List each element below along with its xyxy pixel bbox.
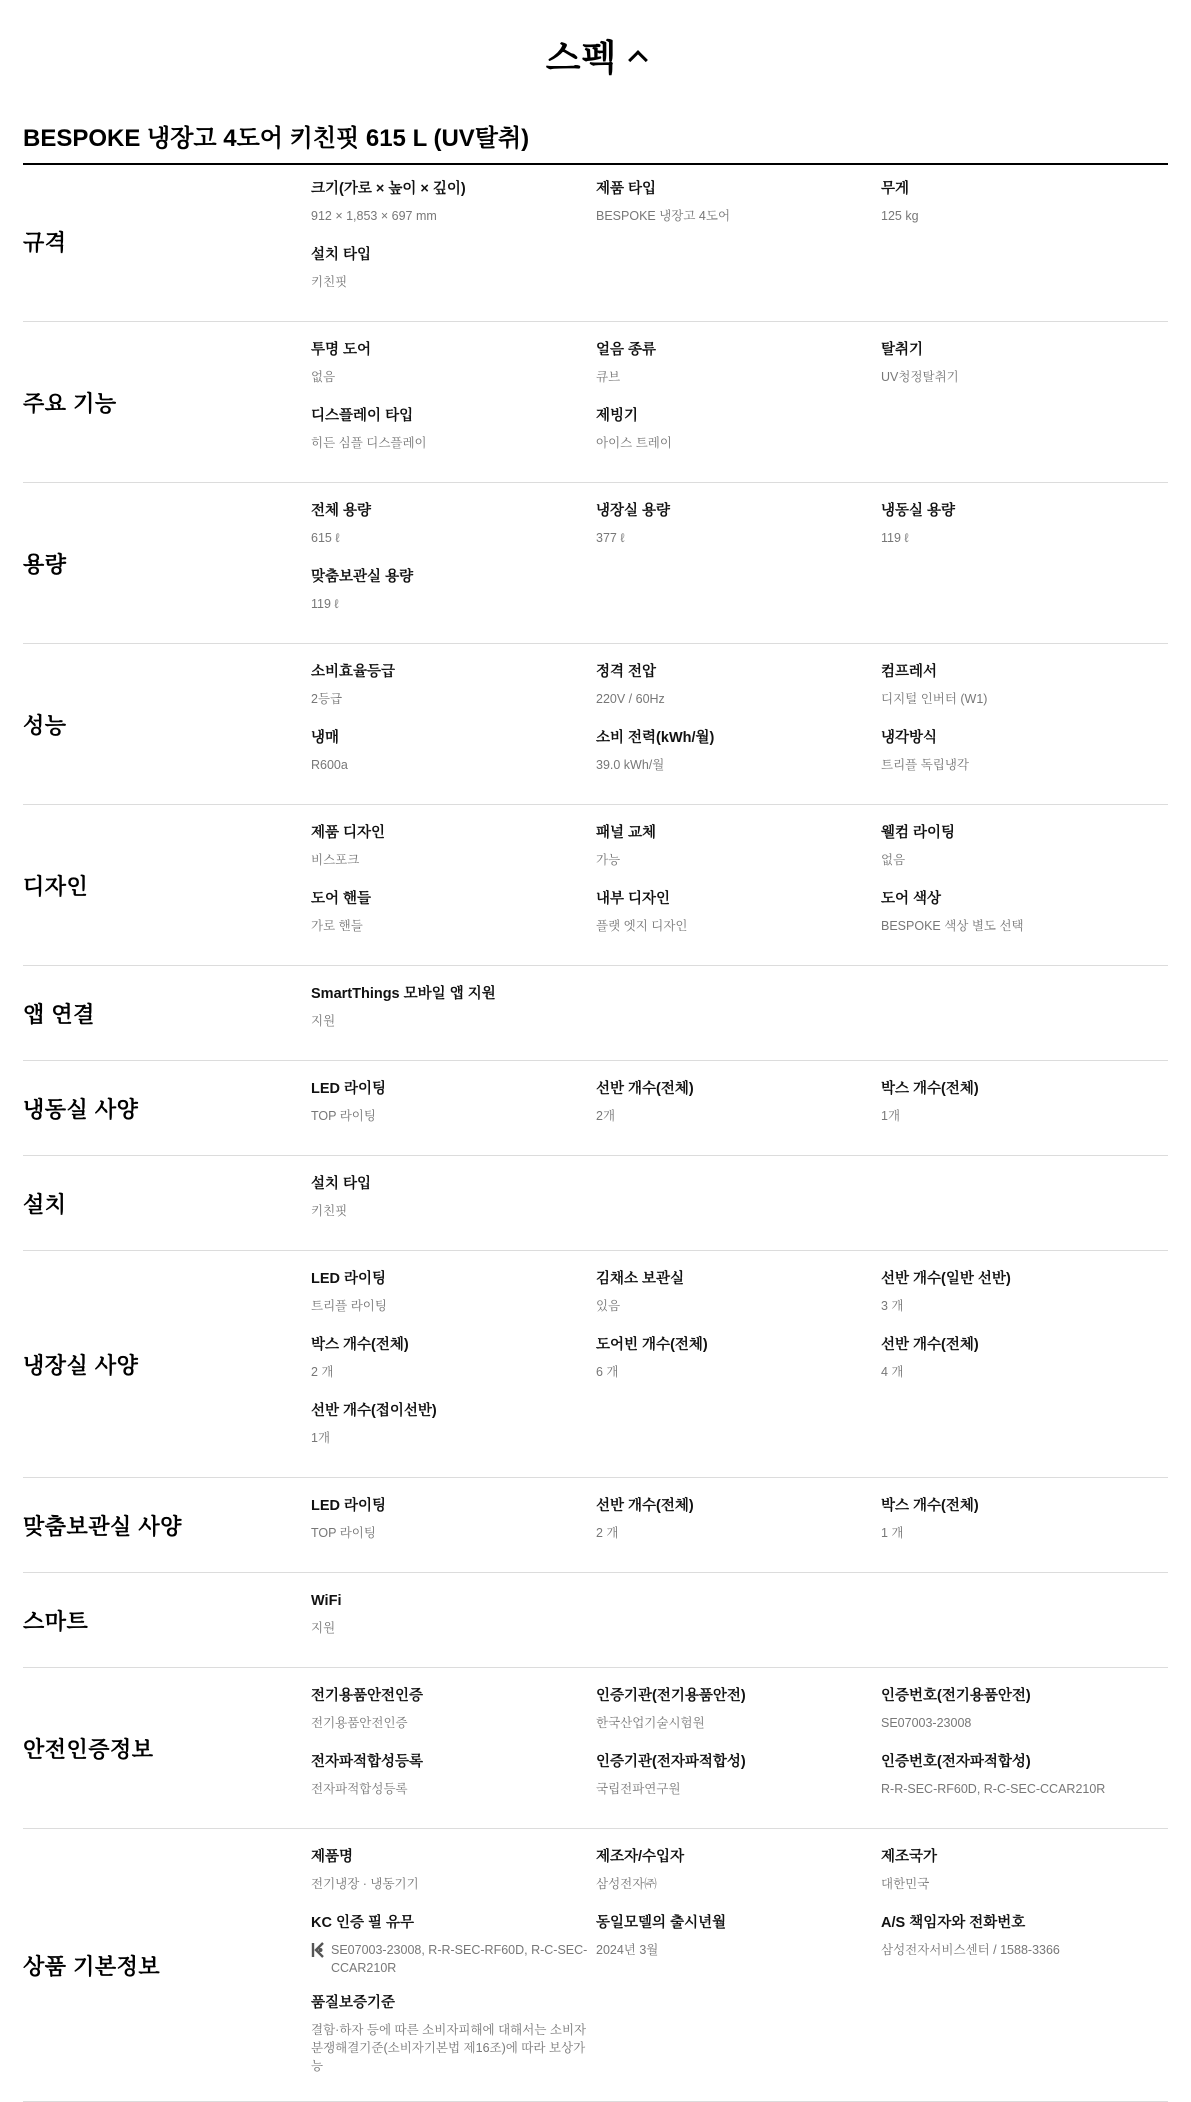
spec-label: 정격 전압 <box>596 664 657 680</box>
spec-category: 성능 <box>23 712 67 738</box>
spec-items-grid <box>311 161 1168 321</box>
spec-item <box>311 340 596 406</box>
spec-item <box>881 1913 1168 1993</box>
spec-row <box>23 483 1168 644</box>
spec-value: 지원 <box>311 1014 336 1028</box>
spec-value: BESPOKE 냉장고 4도어 <box>596 209 731 223</box>
spec-label: 소비 전력(kWh/월) <box>596 730 715 746</box>
spec-value: SE07003-23008 <box>881 1716 972 1730</box>
spec-item <box>311 1401 596 1467</box>
spec-value: 4 개 <box>881 1365 904 1379</box>
spec-label: 인증기관(전자파적합성) <box>596 1754 746 1770</box>
spec-item <box>311 245 596 311</box>
spec-item <box>881 1752 1168 1818</box>
spec-label: 냉장실 용량 <box>596 503 671 519</box>
spec-label: 제조국가 <box>881 1849 938 1865</box>
spec-item <box>311 1174 596 1240</box>
spec-label: 전자파적합성등록 <box>311 1754 424 1770</box>
spec-section-title: 스펙 <box>545 36 618 78</box>
spec-item <box>881 501 1168 567</box>
spec-label: 인증번호(전자파적합성) <box>881 1754 1031 1770</box>
spec-value: 큐브 <box>596 370 621 384</box>
spec-items-grid <box>311 1156 1168 1250</box>
spec-item <box>596 1079 881 1145</box>
spec-value: 2 개 <box>311 1365 334 1379</box>
spec-item <box>311 889 596 955</box>
spec-value: 전기냉장 · 냉동기기 <box>311 1877 419 1891</box>
spec-label: 선반 개수(일반 선반) <box>881 1271 1011 1287</box>
spec-item <box>596 1913 881 1993</box>
spec-item <box>596 1847 881 1913</box>
spec-item <box>881 889 1168 955</box>
spec-item <box>881 179 1168 245</box>
spec-item <box>311 1079 596 1145</box>
spec-items-grid <box>311 1061 1168 1155</box>
spec-label: 냉매 <box>311 730 340 746</box>
spec-value: R-R-SEC-RF60D, R-C-SEC-CCAR210R <box>881 1782 1106 1796</box>
spec-row <box>23 1156 1168 1251</box>
spec-value: 키친핏 <box>311 275 348 289</box>
spec-value: 대한민국 <box>881 1877 930 1891</box>
spec-item <box>311 984 596 1050</box>
spec-value: 삼성전자서비스센터 / 1588-3366 <box>881 1943 1060 1957</box>
spec-value: 가로 핸들 <box>311 919 363 933</box>
spec-value: 가능 <box>596 853 621 867</box>
spec-items-grid <box>311 1573 1168 1667</box>
spec-item <box>881 1079 1168 1145</box>
spec-label: 크기(가로 × 높이 × 깊이) <box>311 181 466 197</box>
spec-category: 스마트 <box>23 1608 89 1634</box>
spec-value: 있음 <box>596 1299 621 1313</box>
spec-value: 1 개 <box>881 1526 904 1540</box>
spec-value: 트리플 라이팅 <box>311 1299 387 1313</box>
spec-category: 규격 <box>23 229 67 255</box>
spec-label: 선반 개수(접이선반) <box>311 1403 437 1419</box>
spec-value: TOP 라이팅 <box>311 1109 376 1123</box>
spec-item <box>311 1335 596 1401</box>
spec-label: 얼음 종류 <box>596 342 657 358</box>
spec-value: 3 개 <box>881 1299 904 1313</box>
spec-item <box>596 406 881 472</box>
spec-item <box>596 340 881 406</box>
spec-item <box>596 179 881 245</box>
spec-value: R600a <box>311 758 348 772</box>
spec-item <box>881 1496 1168 1562</box>
spec-item <box>881 340 1168 406</box>
spec-row <box>23 1668 1168 1829</box>
spec-value: 1개 <box>881 1109 901 1123</box>
spec-label: 도어 핸들 <box>311 891 372 907</box>
spec-item <box>311 728 596 794</box>
spec-value: 1개 <box>311 1431 331 1445</box>
spec-label: LED 라이팅 <box>311 1271 387 1287</box>
spec-category: 디자인 <box>23 873 89 899</box>
spec-item <box>311 1591 596 1657</box>
spec-value: SE07003-23008, R-R-SEC-RF60D, R-C-SEC-CCAR210R <box>331 1943 588 1975</box>
spec-item <box>596 1752 881 1818</box>
spec-category: 주요 기능 <box>23 390 117 416</box>
spec-label: 디스플레이 타입 <box>311 408 414 424</box>
spec-value: TOP 라이팅 <box>311 1526 376 1540</box>
spec-label: 인증기관(전기용품안전) <box>596 1688 746 1704</box>
spec-row <box>23 644 1168 805</box>
spec-item <box>881 1269 1168 1335</box>
spec-value: 220V / 60Hz <box>596 692 665 706</box>
spec-item <box>311 1752 596 1818</box>
spec-item <box>311 1993 596 2091</box>
spec-label: 맞춤보관실 용량 <box>311 569 414 585</box>
spec-label: LED 라이팅 <box>311 1498 387 1514</box>
spec-item <box>311 1496 596 1562</box>
spec-label: 선반 개수(전체) <box>596 1498 694 1514</box>
spec-item <box>311 1913 596 1993</box>
spec-label: 제빙기 <box>596 408 639 424</box>
spec-category: 맞춤보관실 사양 <box>23 1513 182 1539</box>
spec-item <box>881 662 1168 728</box>
spec-label: 인증번호(전기용품안전) <box>881 1688 1031 1704</box>
spec-value: 플랫 엣지 디자인 <box>596 919 688 933</box>
spec-item <box>311 179 596 245</box>
spec-label: 박스 개수(전체) <box>311 1337 409 1353</box>
spec-value: 없음 <box>311 370 336 384</box>
spec-category: 앱 연결 <box>23 1001 95 1027</box>
spec-items-grid <box>311 644 1168 804</box>
spec-item <box>311 406 596 472</box>
spec-item <box>596 889 881 955</box>
spec-label: 냉각방식 <box>881 730 938 746</box>
spec-item <box>311 567 596 633</box>
spec-item <box>311 501 596 567</box>
spec-row <box>23 1061 1168 1156</box>
spec-table <box>23 161 1168 2102</box>
spec-label: 도어빈 개수(전체) <box>596 1337 708 1353</box>
spec-label: 선반 개수(전체) <box>881 1337 979 1353</box>
spec-label: 전체 용량 <box>311 503 372 519</box>
spec-items-grid <box>311 966 1168 1060</box>
spec-items-grid <box>311 1668 1168 1828</box>
spec-value: 전자파적합성등록 <box>311 1782 408 1796</box>
spec-label: 내부 디자인 <box>596 891 671 907</box>
spec-value: 없음 <box>881 853 906 867</box>
spec-items-grid <box>311 322 1168 482</box>
spec-item <box>596 1335 881 1401</box>
spec-row <box>23 1573 1168 1668</box>
spec-items-grid <box>311 1829 1168 2101</box>
spec-label: 박스 개수(전체) <box>881 1081 979 1097</box>
spec-value: 아이스 트레이 <box>596 436 672 450</box>
spec-label: SmartThings 모바일 앱 지원 <box>311 986 496 1002</box>
spec-label: WiFi <box>311 1593 342 1609</box>
spec-value: 디지털 인버터 (W1) <box>881 692 988 706</box>
spec-value: BESPOKE 색상 별도 선택 <box>881 919 1024 933</box>
spec-value: 2 개 <box>596 1526 619 1540</box>
spec-row <box>23 161 1168 322</box>
spec-item <box>596 662 881 728</box>
spec-items-grid <box>311 1251 1168 1477</box>
spec-label: LED 라이팅 <box>311 1081 387 1097</box>
spec-row <box>23 805 1168 966</box>
spec-value: 전기용품안전인증 <box>311 1716 408 1730</box>
spec-value: 377 ℓ <box>596 531 625 545</box>
spec-label: 김채소 보관실 <box>596 1271 685 1287</box>
spec-item <box>311 662 596 728</box>
spec-value: 국립전파연구원 <box>596 1782 681 1796</box>
spec-value: 2등급 <box>311 692 343 706</box>
spec-label: 투명 도어 <box>311 342 372 358</box>
spec-item <box>311 823 596 889</box>
spec-value: 2개 <box>596 1109 616 1123</box>
spec-item <box>311 1269 596 1335</box>
spec-item <box>311 1686 596 1752</box>
spec-row <box>23 1478 1168 1573</box>
spec-category: 설치 <box>23 1191 67 1217</box>
spec-label: 제조자/수입자 <box>596 1849 685 1865</box>
spec-label: 웰컴 라이팅 <box>881 825 956 841</box>
spec-label: 박스 개수(전체) <box>881 1498 979 1514</box>
spec-item <box>596 823 881 889</box>
spec-value: 트리플 독립냉각 <box>881 758 969 772</box>
spec-value: 키친핏 <box>311 1204 348 1218</box>
spec-value: 615 ℓ <box>311 531 340 545</box>
spec-category: 냉장실 사양 <box>23 1352 139 1378</box>
spec-item <box>311 1847 596 1913</box>
spec-label: 제품 타입 <box>596 181 657 197</box>
spec-header[interactable] <box>0 0 1191 110</box>
spec-value: 히든 심플 디스플레이 <box>311 436 427 450</box>
spec-value: 6 개 <box>596 1365 619 1379</box>
spec-label: 탈취기 <box>881 342 924 358</box>
kc-value-wrap <box>311 1941 596 1977</box>
spec-value: 119 ℓ <box>311 597 339 611</box>
spec-label: 도어 색상 <box>881 891 942 907</box>
spec-label: A/S 책임자와 전화번호 <box>881 1915 1026 1931</box>
spec-item <box>596 1496 881 1562</box>
spec-value: 119 ℓ <box>881 531 909 545</box>
spec-label: 무게 <box>881 181 910 197</box>
spec-value: UV청정탈취기 <box>881 370 959 384</box>
spec-value: 125 kg <box>881 209 919 223</box>
spec-label: 소비효율등급 <box>311 664 396 680</box>
spec-label: 품질보증기준 <box>311 1995 396 2011</box>
spec-item <box>596 1269 881 1335</box>
spec-item <box>881 823 1168 889</box>
spec-item <box>881 1847 1168 1913</box>
spec-value: 39.0 kWh/월 <box>596 758 665 772</box>
product-title: BESPOKE 냉장고 4도어 키친핏 615 L (UV탈취) <box>23 118 1168 165</box>
spec-item <box>596 728 881 794</box>
spec-category: 용량 <box>23 551 67 577</box>
spec-row <box>23 1251 1168 1478</box>
spec-label: 전기용품안전인증 <box>311 1688 424 1704</box>
spec-label: 선반 개수(전체) <box>596 1081 694 1097</box>
spec-label: 냉동실 용량 <box>881 503 956 519</box>
spec-value: 912 × 1,853 × 697 mm <box>311 209 437 223</box>
spec-items-grid <box>311 483 1168 643</box>
spec-label: 설치 타입 <box>311 1176 372 1192</box>
spec-label: KC 인증 필 유무 <box>311 1915 415 1931</box>
spec-item <box>881 1335 1168 1401</box>
spec-value: 결함·하자 등에 따른 소비자피해에 대해서는 소비자분쟁해결기준(소비자기본법 제16조)에 따라 보상가능 <box>311 2023 587 2073</box>
spec-category: 냉동실 사양 <box>23 1096 139 1122</box>
spec-label: 제품명 <box>311 1849 354 1865</box>
spec-row <box>23 1829 1168 2102</box>
spec-value: 비스포크 <box>311 853 360 867</box>
spec-value: 2024년 3월 <box>596 1943 659 1957</box>
chevron-up-icon[interactable] <box>628 50 648 70</box>
spec-category: 안전인증정보 <box>23 1736 154 1762</box>
spec-items-grid <box>311 805 1168 965</box>
spec-item <box>596 501 881 567</box>
spec-row <box>23 322 1168 483</box>
spec-label: 컴프레서 <box>881 664 938 680</box>
spec-category: 상품 기본정보 <box>23 1953 161 1979</box>
spec-row <box>23 966 1168 1061</box>
kc-mark-icon <box>311 1941 325 1959</box>
spec-label: 설치 타입 <box>311 247 372 263</box>
spec-item <box>596 1686 881 1752</box>
spec-item <box>881 1686 1168 1752</box>
spec-label: 동일모델의 출시년월 <box>596 1915 727 1931</box>
spec-item <box>881 728 1168 794</box>
spec-label: 제품 디자인 <box>311 825 386 841</box>
spec-items-grid <box>311 1478 1168 1572</box>
spec-value: 삼성전자㈜ <box>596 1877 657 1891</box>
spec-value: 한국산업기술시험원 <box>596 1716 705 1730</box>
spec-label: 패널 교체 <box>596 825 657 841</box>
spec-value: 지원 <box>311 1621 336 1635</box>
